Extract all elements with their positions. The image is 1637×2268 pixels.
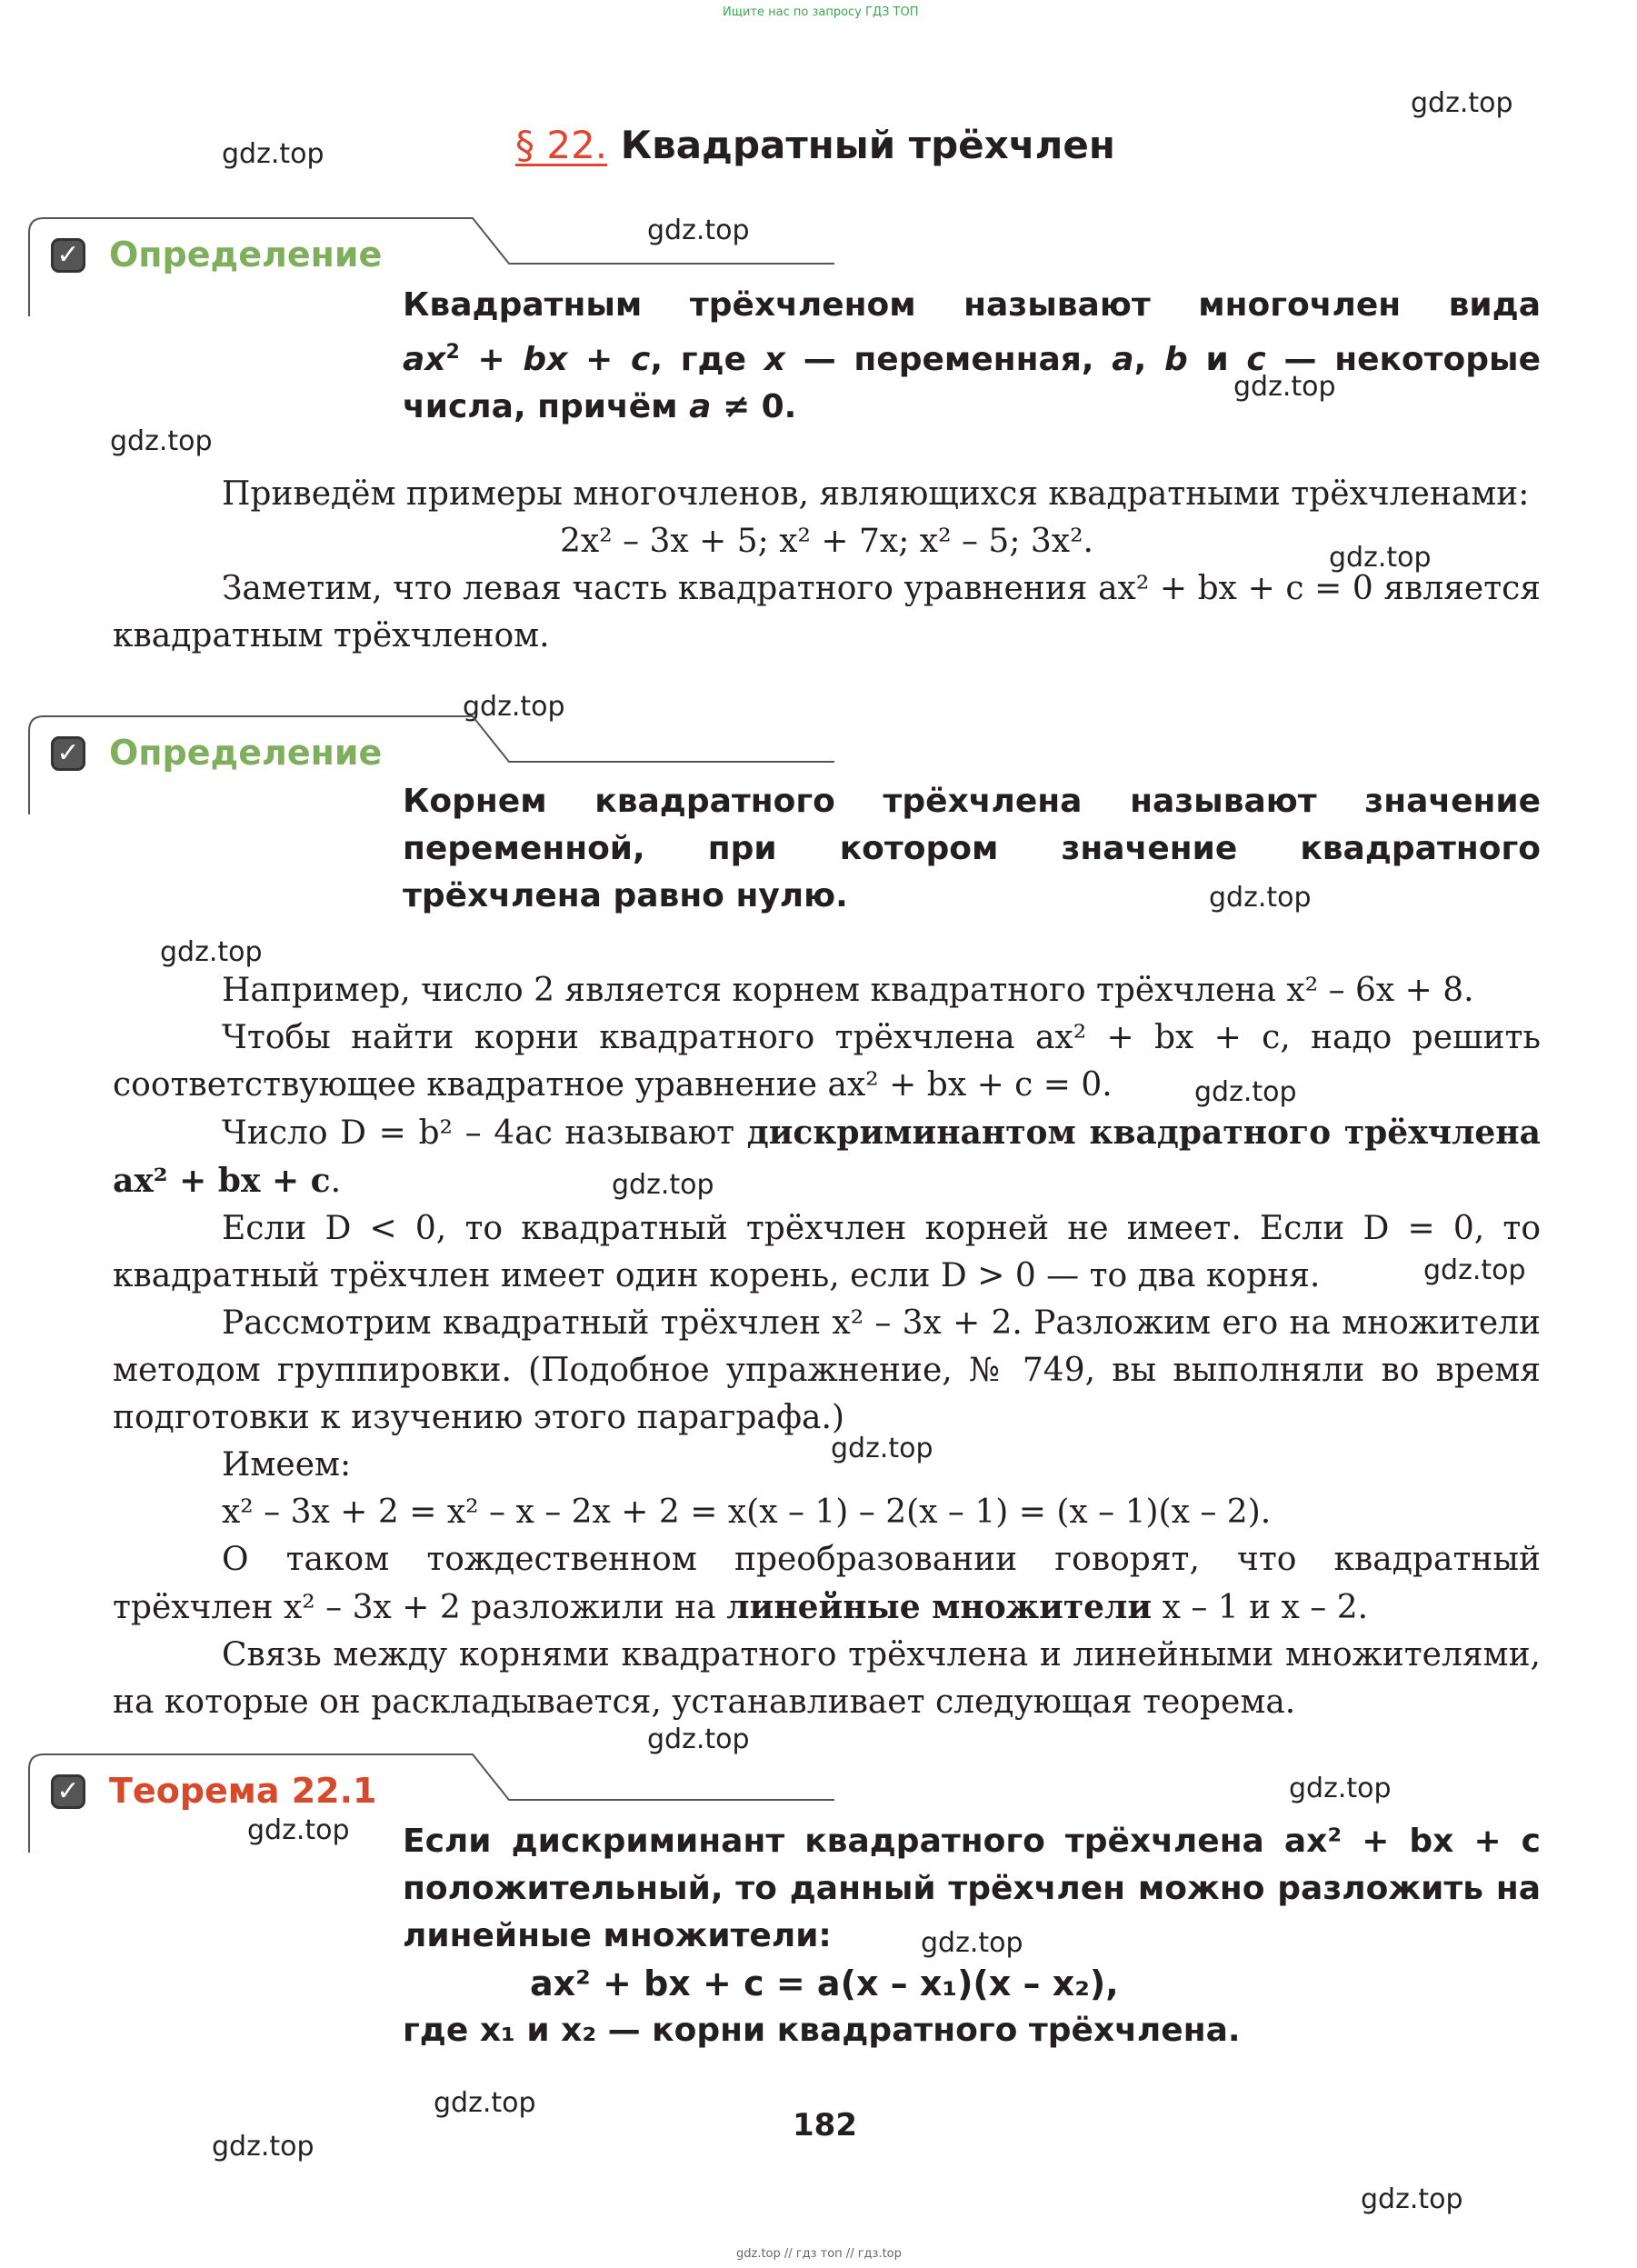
watermark: gdz.top <box>222 138 324 170</box>
formula: 2x² – 3x + 5; x² + 7x; x² – 5; 3x². <box>559 523 1093 560</box>
theorem-label: Теорема 22.1 <box>109 1771 377 1811</box>
watermark: gdz.top <box>612 1169 714 1201</box>
formula: x² – 3x + 2 = x² – x – 2x + 2 = x(x – 1) – 2(x – 1) = (x – 1)(x – 2). <box>222 1494 1272 1531</box>
checkmark-icon: ✓ <box>51 736 85 771</box>
watermark: gdz.top <box>1194 1076 1297 1108</box>
paragraph-block-1 <box>113 471 1541 660</box>
definition-line: Квадратным трёхчленом называют многочлен вида <box>403 286 1541 324</box>
paragraph: Приведём примеры многочленов, являющихся квадратными трёхчленами: <box>222 475 1530 513</box>
paragraph: Связь между корнями квадратного трёхчлена и линейными множителями, на которые он раскладывается, устанавливает следующая теорема. <box>113 1636 1541 1721</box>
checkmark-icon: ✓ <box>51 238 85 273</box>
definition-line: числа, причём a ≠ 0. <box>403 388 797 425</box>
watermark: gdz.top <box>212 2131 314 2163</box>
definition-2-text: Корнем квадратного трёхчлена называют значение переменной, при котором значение квадратного трёхчлена равно нулю. <box>403 783 1541 914</box>
watermark: gdz.top <box>1411 87 1513 119</box>
watermark: gdz.top <box>463 691 565 723</box>
watermark: gdz.top <box>921 1927 1023 1959</box>
definition-1-text <box>403 282 1541 431</box>
watermark: gdz.top <box>1361 2183 1463 2215</box>
paragraph: Чтобы найти корни квадратного трёхчлена ax² + bx + c, надо решить соответствующее квадратное уравнение ax² + bx + c = 0. <box>113 1019 1541 1104</box>
theorem-statement: Если дискриминант квадратного трёхчлена ax² + bx + c положительный, то данный трёхчлен можно разложить на линейные множители: <box>403 1823 1541 1954</box>
watermark: gdz.top <box>647 1723 750 1755</box>
definition-line: $ax^2$ + bx + c, где x — переменная, a, b и c — некоторые <box>403 341 1541 378</box>
watermark: gdz.top <box>1289 1773 1392 1804</box>
top-note: Ищите нас по запросу ГДЗ ТОП <box>723 5 919 19</box>
paragraph: Число D = b² – 4ac называют дискриминантом квадратного трёхчлена ax² + bx + c. <box>113 1114 1541 1200</box>
watermark: gdz.top <box>1233 371 1336 403</box>
paragraph: Например, число 2 является корнем квадратного трёхчлена x² – 6x + 8. <box>222 972 1474 1009</box>
paragraph: Рассмотрим квадратный трёхчлен x² – 3x + 2. Разложим его на множители методом группировки. (Подобное упражнение, № 749, вы выполняли во время подготовки к изучению этого параграфа.) <box>113 1304 1541 1436</box>
paragraph: Заметим, что левая часть квадратного уравнения ax² + bx + c = 0 является квадратным трёхчленом. <box>113 570 1541 654</box>
section-number: § 22. <box>515 123 608 167</box>
watermark: gdz.top <box>247 1814 350 1846</box>
theorem-tail: где x₁ и x₂ — корни квадратного трёхчлена. <box>403 2012 1241 2049</box>
checkmark-icon: ✓ <box>51 1774 85 1809</box>
bottom-note: gdz.top // гдз топ // гдз.top <box>736 2247 902 2261</box>
definition-label: Определение <box>109 235 383 275</box>
paragraph: Если D < 0, то квадратный трёхчлен корней не имеет. Если D = 0, то квадратный трёхчлен имеет один корень, если D > 0 — то два корня. <box>113 1210 1541 1294</box>
definition-label: Определение <box>109 733 383 773</box>
watermark: gdz.top <box>434 2087 536 2119</box>
watermark: gdz.top <box>1209 882 1312 914</box>
section-title <box>515 123 1115 167</box>
section-title-text: Квадратный трёхчлен <box>620 123 1115 167</box>
paragraph-block-2 <box>113 967 1541 1726</box>
watermark: gdz.top <box>1423 1254 1526 1286</box>
theorem-formula: ax² + bx + c = a(x – x₁)(x – x₂), <box>530 1963 1119 2003</box>
paragraph: О таком тождественном преобразовании говорят, что квадратный трёхчлен x² – 3x + 2 разложили на линейные множители x – 1 и x – 2. <box>113 1541 1541 1626</box>
watermark: gdz.top <box>647 215 750 246</box>
page-number: 182 <box>793 2107 857 2143</box>
watermark: gdz.top <box>831 1433 933 1464</box>
watermark: gdz.top <box>160 936 263 968</box>
watermark: gdz.top <box>110 425 213 457</box>
watermark: gdz.top <box>1329 542 1432 574</box>
theorem-text <box>403 1818 1541 2054</box>
paragraph: Имеем: <box>222 1446 352 1484</box>
